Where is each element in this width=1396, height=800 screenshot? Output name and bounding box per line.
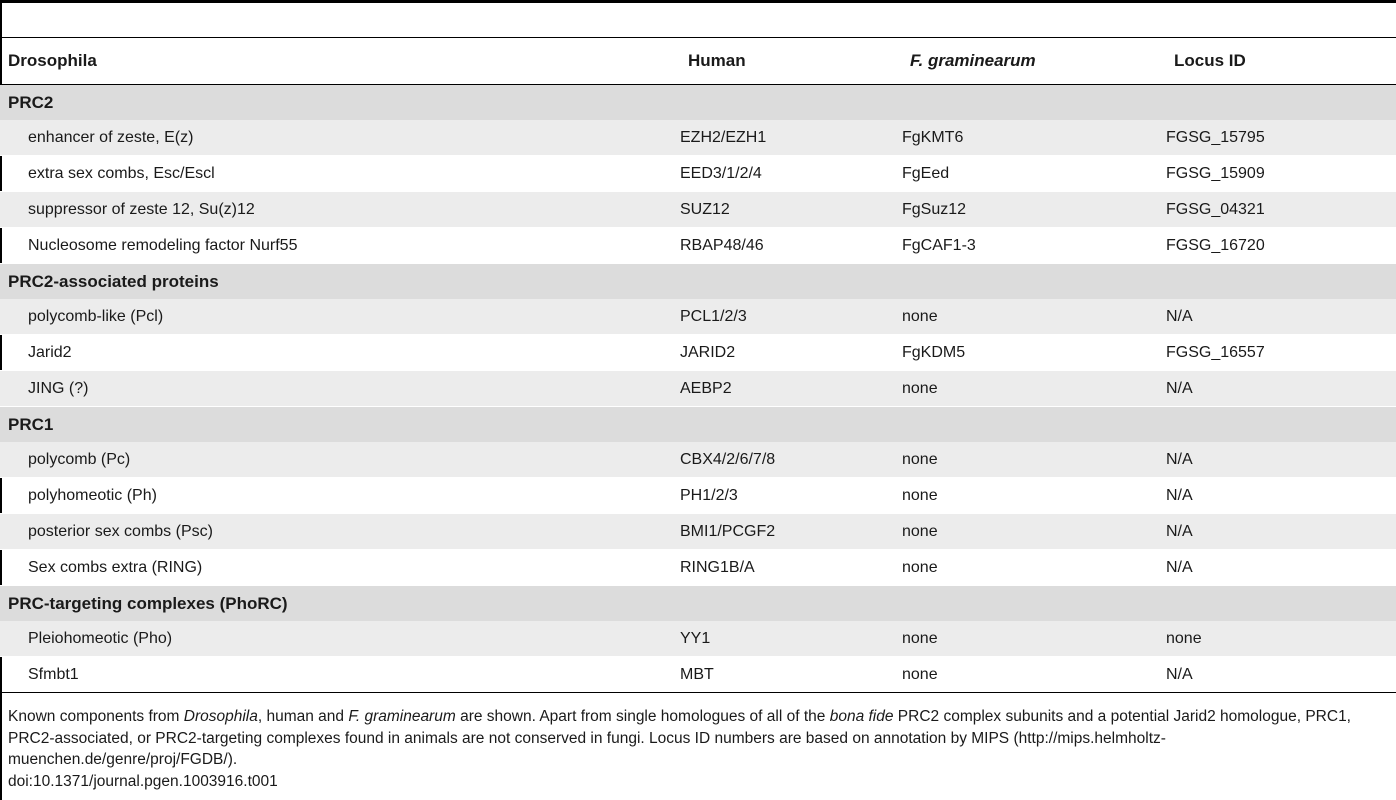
cell-drosophila: extra sex combs, Esc/Escl (0, 156, 680, 192)
table-row (0, 550, 1396, 586)
cell-human: CBX4/2/6/7/8 (680, 442, 902, 478)
cell-human: RING1B/A (680, 550, 902, 586)
table-row (0, 442, 1396, 478)
cell-drosophila: Pleiohomeotic (Pho) (0, 621, 680, 657)
section-header-row (0, 264, 1396, 300)
table-row (0, 371, 1396, 407)
cell-drosophila: Jarid2 (0, 335, 680, 371)
cell-fgraminearum: none (902, 371, 1166, 407)
cell-human: MBT (680, 657, 902, 693)
cell-locus: N/A (1166, 371, 1396, 407)
section-title: PRC2-associated proteins (0, 264, 1396, 300)
cell-human: RBAP48/46 (680, 228, 902, 264)
cell-locus: N/A (1166, 657, 1396, 693)
cell-human: SUZ12 (680, 192, 902, 228)
caption-text (8, 706, 1388, 771)
cell-drosophila: JING (?) (0, 371, 680, 407)
cell-drosophila: polyhomeotic (Ph) (0, 478, 680, 514)
cell-human: EED3/1/2/4 (680, 156, 902, 192)
cell-locus: N/A (1166, 478, 1396, 514)
cell-fgraminearum: FgEed (902, 156, 1166, 192)
cell-fgraminearum: FgKDM5 (902, 335, 1166, 371)
cell-human: JARID2 (680, 335, 902, 371)
cell-human: PCL1/2/3 (680, 299, 902, 335)
caption-part-3: are shown. Apart from single homologues of all of the (455, 708, 830, 725)
section-header-row (0, 85, 1396, 121)
table-row (0, 514, 1396, 550)
cell-fgraminearum: none (902, 478, 1166, 514)
cell-locus: FGSG_16720 (1166, 228, 1396, 264)
cell-locus: N/A (1166, 299, 1396, 335)
homologue-table (0, 38, 1396, 693)
cell-drosophila: Nucleosome remodeling factor Nurf55 (0, 228, 680, 264)
cell-fgraminearum: none (902, 299, 1166, 335)
cell-fgraminearum: none (902, 550, 1166, 586)
cell-locus: FGSG_15909 (1166, 156, 1396, 192)
caption-part-1: Known components from (8, 708, 184, 725)
table-row (0, 192, 1396, 228)
section-title: PRC1 (0, 407, 1396, 443)
cell-human: AEBP2 (680, 371, 902, 407)
table-row (0, 335, 1396, 371)
cell-drosophila: suppressor of zeste 12, Su(z)12 (0, 192, 680, 228)
cell-human: EZH2/EZH1 (680, 120, 902, 156)
cell-fgraminearum: none (902, 514, 1166, 550)
cell-fgraminearum: FgCAF1-3 (902, 228, 1166, 264)
cell-drosophila: polycomb (Pc) (0, 442, 680, 478)
caption-doi: doi:10.1371/journal.pgen.1003916.t001 (8, 772, 278, 790)
cell-human: BMI1/PCGF2 (680, 514, 902, 550)
caption-italic-drosophila: Drosophila (183, 708, 258, 725)
table-caption (8, 706, 1388, 792)
cell-drosophila: posterior sex combs (Psc) (0, 514, 680, 550)
cell-drosophila: Sfmbt1 (0, 657, 680, 693)
cell-drosophila: polycomb-like (Pcl) (0, 299, 680, 335)
cell-locus: N/A (1166, 442, 1396, 478)
cell-locus: FGSG_15795 (1166, 120, 1396, 156)
section-header-row (0, 407, 1396, 443)
cell-drosophila: enhancer of zeste, E(z) (0, 120, 680, 156)
cell-human: YY1 (680, 621, 902, 657)
caption-italic-bona-fide: bona fide (829, 708, 894, 725)
table-row (0, 657, 1396, 693)
top-border (0, 0, 1396, 3)
cell-fgraminearum: none (902, 621, 1166, 657)
cell-fgraminearum: none (902, 657, 1166, 693)
section-title: PRC2 (0, 85, 1396, 121)
cell-fgraminearum: FgKMT6 (902, 120, 1166, 156)
caption-italic-fgraminearum: F. graminearum (348, 708, 456, 725)
table-row (0, 156, 1396, 192)
cell-fgraminearum: none (902, 442, 1166, 478)
caption-part-2: , human and (257, 708, 349, 725)
section-title: PRC-targeting complexes (PhoRC) (0, 586, 1396, 622)
cell-locus: FGSG_16557 (1166, 335, 1396, 371)
table-row (0, 228, 1396, 264)
table-body (0, 85, 1396, 693)
header-human: Human (680, 38, 902, 85)
cell-drosophila: Sex combs extra (RING) (0, 550, 680, 586)
table-row (0, 621, 1396, 657)
caption-part-4: PRC2 complex subunits and a potential Jarid2 homologue, PRC1, PRC2-associated, or PRC2-targeting complexes found in animals are not conserved in fungi. Locus ID numbers are based on annotation by MIPS (http://mips.helmholtz-muenchen.de/genre/proj/FGDB/). (8, 708, 1351, 768)
cell-human: PH1/2/3 (680, 478, 902, 514)
cell-fgraminearum: FgSuz12 (902, 192, 1166, 228)
header-drosophila: Drosophila (0, 38, 680, 85)
header-locus-id: Locus ID (1166, 38, 1396, 85)
cell-locus: none (1166, 621, 1396, 657)
table-row (0, 299, 1396, 335)
cell-locus: N/A (1166, 514, 1396, 550)
cell-locus: FGSG_04321 (1166, 192, 1396, 228)
header-f-graminearum: F. graminearum (902, 38, 1166, 85)
table-header-row (0, 38, 1396, 85)
table-row (0, 478, 1396, 514)
cell-locus: N/A (1166, 550, 1396, 586)
section-header-row (0, 586, 1396, 622)
table-row (0, 120, 1396, 156)
